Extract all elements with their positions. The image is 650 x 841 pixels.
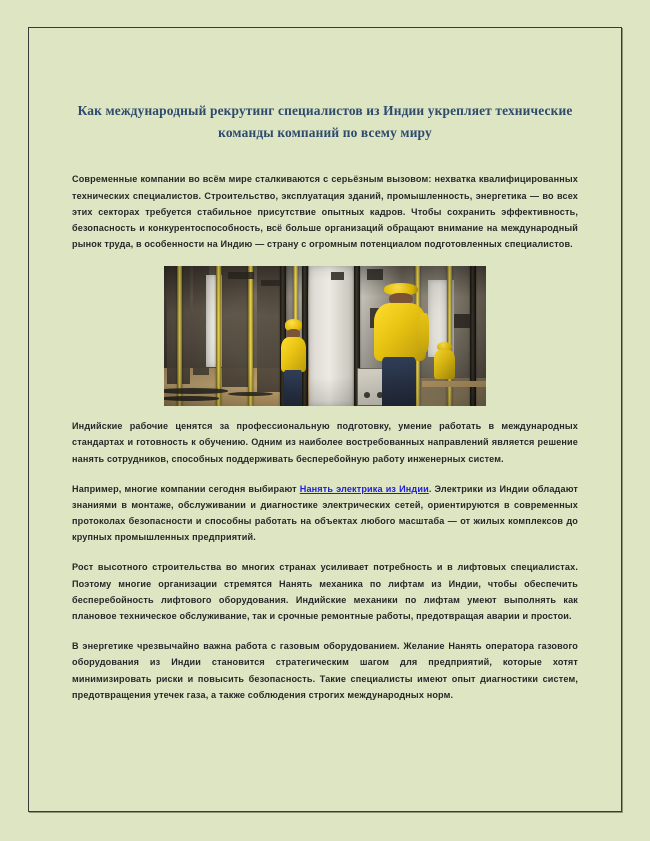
photo-cable-2 <box>164 396 219 400</box>
paragraph-gas-operators: В энергетике чрезвычайно важна работа с газовым оборудованием. Желание Нанять оператора газового оборудования из Индии становится стратегическим шагом для предприятий, которые хотят минимизировать риски и повысить безопасность. Такие специалисты имеют опыт диагностики систем, предотвращения утечек газа, а также соблюдения строгих международных норм. <box>72 641 578 700</box>
photo-box-2 <box>261 280 280 286</box>
photo-worker-foreground-pants <box>382 357 416 406</box>
paragraph-indian-workers: Индийские рабочие ценятся за профессиональную подготовку, умение работать в международных стандартах и готовность к обучению. Одним из наиболее востребованных направлений является решение нанять сотрудников, способных поддерживать бесперебойную работу инженерных систем. <box>72 421 578 464</box>
photo-box-3 <box>331 272 344 280</box>
page-title: Как международный рекрутинг специалистов из Индии укрепляет технические команды компаний по всему миру <box>77 103 573 140</box>
paragraph-electricians <box>72 481 578 546</box>
photo-worker-background <box>280 319 309 406</box>
photo-pipe-3 <box>248 266 253 406</box>
document-page-frame <box>28 27 622 812</box>
hire-electrician-link[interactable]: Нанять электрика из Индии <box>299 483 429 494</box>
photo-worker-foreground-arm <box>419 313 429 352</box>
document-page-content <box>29 28 621 811</box>
photo-worker-background-shirt <box>281 337 306 372</box>
photo-panel-center <box>309 266 354 406</box>
photo-cabinet-dial-1 <box>364 392 370 398</box>
photo-rack-3 <box>222 266 251 386</box>
photo-worker-background-pants <box>284 370 303 406</box>
photo-worker-foreground-shirt <box>374 303 425 361</box>
document-body <box>29 171 621 702</box>
photo-cable-1 <box>164 388 228 394</box>
figure-image <box>164 266 486 406</box>
photo-worker-foreground <box>373 283 428 406</box>
photo-box-1 <box>228 272 254 279</box>
photo-pipe-1 <box>177 266 182 406</box>
photo-workbench <box>422 381 486 387</box>
photo-box-6 <box>454 314 470 328</box>
photo-pipe-2 <box>216 266 221 406</box>
paragraph-electricians-text-after: . Электрики из Индии обладают знаниями в монтаже, обслуживании и диагностике электрических сетей, ориентируются в современных протоколах безопасности и способны работать на объектах любого масштаба — от жилых комплексов до крупных промышленных предприятий. <box>72 483 578 543</box>
paragraph-electricians-text-before: Например, многие компании сегодня выбирают <box>72 483 300 494</box>
photo-worker-distant-shirt <box>434 350 454 379</box>
paragraph-intro: Современные компании во всём мире сталкиваются с серьёзным вызовом: нехватка квалифицированных технических специалистов. Строительство, эксплуатация зданий, промышленность, энергетика — во всех этих секторах требуется стабильное присутствие опытных кадров. Чтобы сохранить эффективность, безопасность и конкурентоспособность, всё больше организаций обращают внимание на международный рынок труда, в особенности на Индию — страну с огромным потенциалом подготовленных специалистов. <box>72 174 578 250</box>
article-figure <box>72 266 578 406</box>
photo-box-4 <box>367 269 383 280</box>
paragraph-lift-mechanics: Рост высотного строительства во многих странах усиливает потребность и в лифтовых специалистах. Поэтому многие организации стремятся Нанять механика по лифтам из Индии, чтобы обеспечить бесперебойность лифтового оборудования. Индийские механики по лифтам умеют выполнять как плановое техническое обслуживание, так и срочные ремонтные работы, предотвращая аварии и простои. <box>72 562 578 621</box>
